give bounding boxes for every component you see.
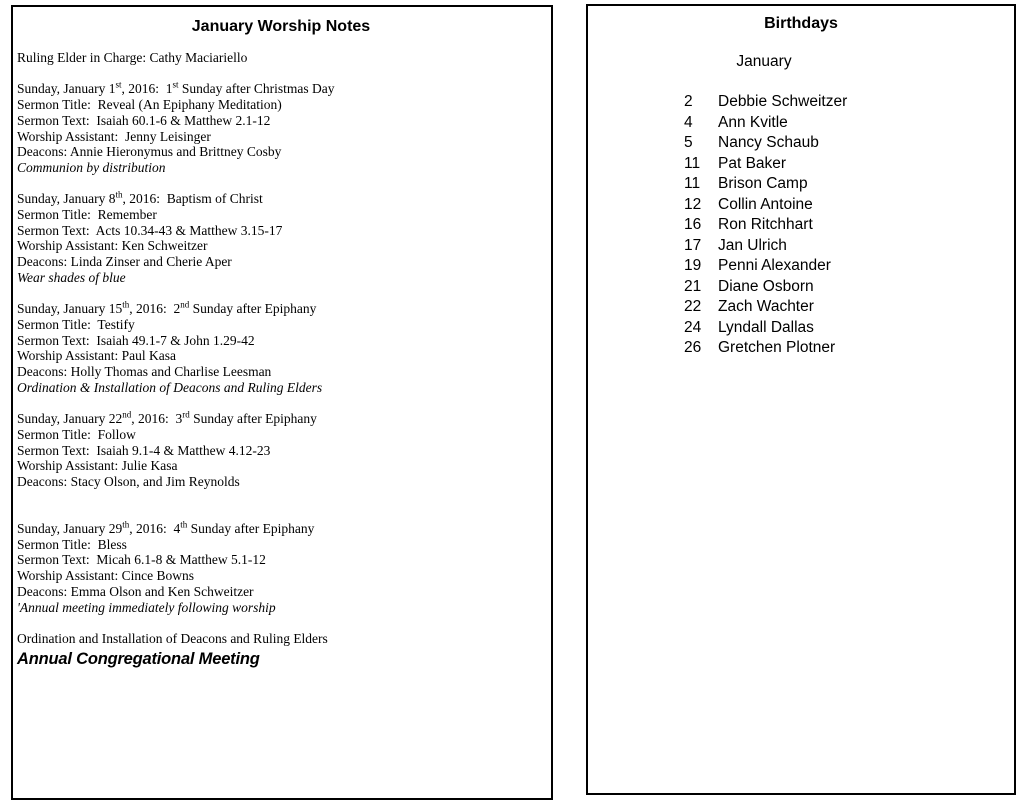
service-block-jan-22 [17, 411, 545, 490]
sermon-text-line: Sermon Text: Micah 6.1-8 & Matthew 5.1-12 [17, 552, 266, 568]
deacons-line: Deacons: Stacy Olson, and Jim Reynolds [17, 473, 240, 489]
service-date-line [17, 521, 545, 537]
ordinal-superscript: nd [180, 299, 190, 310]
date-text: , 2016: 4 [129, 521, 181, 537]
birthday-row [588, 92, 1014, 113]
sermon-text-line: Sermon Text: Isaiah 49.1-7 & John 1.29-42 [17, 332, 255, 348]
sermon-title-line: Sermon Title: Remember [17, 207, 157, 222]
ordinal-superscript: th [122, 519, 130, 530]
worship-assistant-line: Worship Assistant: Ken Schweitzer [17, 238, 208, 254]
birthday-row [588, 215, 1014, 236]
worship-assistant-line: Worship Assistant: Cince Bowns [17, 568, 195, 584]
ordinal-superscript: th [122, 299, 130, 310]
birthday-day: 17 [684, 236, 702, 254]
birthday-name: Nancy Schaub [718, 134, 819, 151]
birthday-row [588, 297, 1014, 318]
birthday-day: 24 [684, 318, 702, 336]
birthday-day: 21 [684, 277, 702, 295]
birthday-day: 2 [684, 93, 693, 110]
date-text: Sunday, January 1 [17, 81, 116, 97]
birthdays-list [588, 92, 1014, 359]
date-text: Sunday, January 22 [17, 411, 123, 427]
birthday-name: Debbie Schweitzer [718, 93, 848, 110]
sermon-title-line: Sermon Title: Testify [17, 316, 135, 332]
service-block-jan-8 [17, 191, 545, 285]
birthday-name: Ann Kvitle [718, 113, 788, 131]
service-note-line: Communion by distribution [17, 159, 166, 175]
worship-notes-panel [11, 5, 553, 800]
birthday-row [588, 133, 1014, 154]
birthday-row [588, 318, 1014, 339]
date-text: Sunday after Christmas Day [178, 81, 335, 97]
birthdays-title: Birthdays [764, 15, 838, 32]
ordinal-superscript: st [172, 79, 179, 90]
birthday-name: Penni Alexander [718, 257, 831, 274]
service-note-line: 'Annual meeting immediately following worship [17, 599, 276, 615]
date-text: Sunday, January 15 [17, 301, 123, 317]
birthday-row [588, 195, 1014, 216]
birthday-row [588, 277, 1014, 298]
worship-assistant-line: Worship Assistant: Paul Kasa [17, 348, 177, 364]
worship-assistant-line: Worship Assistant: Jenny Leisinger [17, 128, 211, 144]
sermon-title-line: Sermon Title: Reveal (An Epiphany Meditation) [17, 97, 282, 113]
sermon-title-line: Sermon Title: Follow [17, 426, 136, 442]
birthday-day: 4 [684, 113, 693, 131]
birthday-day: 22 [684, 298, 702, 315]
deacons-line: Deacons: Holly Thomas and Charlise Leesman [17, 364, 272, 380]
birthday-day: 11 [684, 154, 701, 172]
birthday-day: 19 [684, 257, 702, 274]
service-block-jan-29 [17, 521, 545, 615]
sermon-text-line: Sermon Text: Acts 10.34-43 & Matthew 3.15-17 [17, 222, 283, 238]
birthday-row [588, 236, 1014, 257]
birthday-name: Brison Camp [718, 175, 808, 192]
birthday-row [588, 154, 1014, 175]
deacons-line: Deacons: Emma Olson and Ken Schweitzer [17, 583, 254, 599]
date-text: Sunday after Epiphany [189, 411, 317, 427]
birthdays-month-label: January [736, 53, 792, 70]
birthday-row [588, 174, 1014, 195]
ordinal-superscript: nd [122, 409, 132, 420]
service-note-line: Wear shades of blue [17, 269, 126, 285]
sermon-text-line: Sermon Text: Isaiah 60.1-6 & Matthew 2.1-12 [17, 112, 271, 128]
birthday-name: Collin Antoine [718, 195, 813, 213]
service-note-line: Ordination & Installation of Deacons and Ruling Elders [17, 379, 323, 395]
ordinal-superscript: st [115, 79, 122, 90]
date-text: Sunday, January 8 [17, 191, 116, 207]
service-date-line [17, 411, 545, 427]
annual-congregational-meeting-line: Annual Congregational Meeting [17, 649, 260, 668]
date-text: Sunday after Epiphany [189, 301, 317, 317]
service-block-jan-1 [17, 81, 545, 175]
birthday-row [588, 113, 1014, 134]
deacons-line: Deacons: Linda Zinser and Cherie Aper [17, 254, 232, 270]
birthday-name: Jan Ulrich [718, 236, 787, 254]
sermon-title-line: Sermon Title: Bless [17, 536, 127, 552]
date-text: , 2016: Baptism of Christ [122, 191, 263, 207]
worship-notes-title: January Worship Notes [191, 18, 371, 35]
date-text: , 2016: 2 [129, 301, 181, 317]
birthday-name: Diane Osborn [718, 277, 814, 295]
birthday-name: Ron Ritchhart [718, 216, 813, 233]
birthday-row [588, 338, 1014, 359]
birthday-name: Lyndall Dallas [718, 318, 814, 336]
worship-assistant-line: Worship Assistant: Julie Kasa [17, 458, 178, 474]
birthdays-panel [586, 4, 1016, 795]
deacons-line: Deacons: Annie Hieronymus and Brittney Cosby [17, 144, 282, 160]
birthday-day: 12 [684, 195, 702, 213]
date-text: , 2016: 3 [131, 411, 183, 427]
service-date-line [17, 301, 545, 317]
service-block-jan-15 [17, 301, 545, 395]
birthday-name: Pat Baker [718, 154, 787, 172]
date-text: , 2016: 1 [121, 81, 173, 97]
birthday-day: 26 [684, 339, 702, 356]
birthday-day: 16 [684, 216, 702, 233]
birthday-day: 5 [684, 134, 693, 151]
birthday-row [588, 256, 1014, 277]
ruling-elder-line: Ruling Elder in Charge: Cathy Maciariello [17, 50, 248, 65]
birthday-day: 11 [684, 175, 701, 192]
footer-ordination-line: Ordination and Installation of Deacons and Ruling Elders [17, 630, 328, 646]
service-date-line [17, 81, 545, 97]
date-text: Sunday after Epiphany [187, 521, 315, 537]
ordinal-superscript: th [115, 189, 123, 200]
sermon-text-line: Sermon Text: Isaiah 9.1-4 & Matthew 4.12-23 [17, 442, 271, 458]
birthday-name: Zach Wachter [718, 298, 814, 315]
birthday-name: Gretchen Plotner [718, 339, 836, 356]
ordinal-superscript: rd [182, 409, 190, 420]
ordinal-superscript: th [180, 519, 188, 530]
worship-notes-body [17, 50, 545, 670]
service-date-line [17, 191, 545, 207]
date-text: Sunday, January 29 [17, 521, 123, 537]
